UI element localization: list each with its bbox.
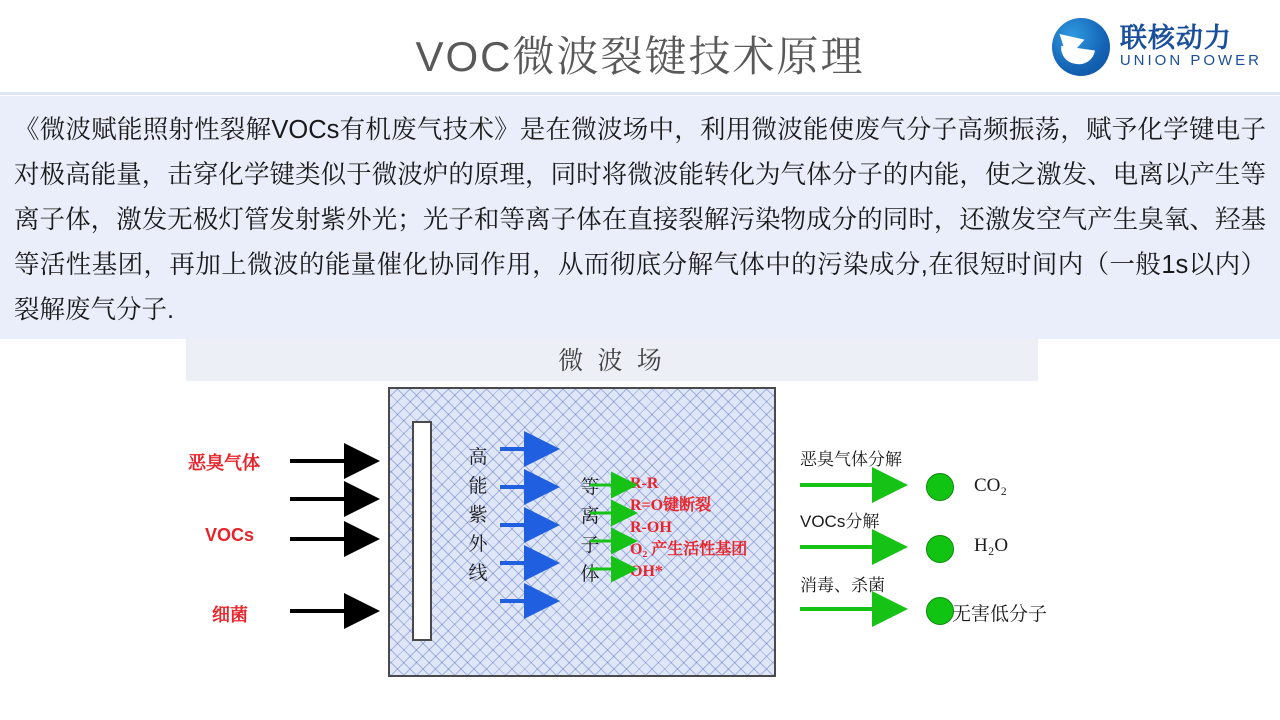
company-logo (1052, 16, 1262, 78)
outlet-label-disinfection: 消毒、杀菌 (800, 576, 885, 595)
outlet-label-vocs-decomposed: VOCs分解 (800, 512, 880, 531)
logo-name-cn: 联核动力 (1119, 22, 1232, 53)
formula-item: O₂ 产生活性基团 (630, 541, 748, 558)
arrow-layer (0, 339, 1280, 720)
union-power-logo-icon (1052, 18, 1110, 76)
formula-item: R=O键断裂 (630, 497, 712, 514)
title-divider (0, 92, 1280, 95)
formula-item: R-R (630, 475, 659, 492)
description-text: 《微波赋能照射性裂解VOCs有机废气技术》是在微波场中，利用微波能使废气分子高频振荡，赋予化学键电子对极高能量，击穿化学键类似于微波炉的原理，同时将微波能转化为气体分子的内能，使之激发、电离以产生等离子体，激发无极灯管发射紫外光；光子和等离子体在直接裂解污染物成分的同时，还激发空气产生臭氧、羟基等活性基团，再加上微波的能量催化协同作用，从而彻底分解气体中的污染成分,在很短时间内（一般1s以内）裂解废气分子. (14, 116, 1266, 324)
inlet-label-vocs: VOCs (205, 525, 255, 545)
logo-text (1120, 24, 1262, 70)
description-panel (0, 96, 1280, 339)
formula-item: OH* (630, 563, 663, 580)
inlet-label-bacteria: 细菌 (212, 605, 248, 625)
product-label-co2: CO₂ (974, 475, 1008, 496)
page-title: VOC微波裂键技术原理 (415, 33, 865, 80)
logo-name-en: UNION POWER (1119, 52, 1262, 70)
page-header (0, 0, 1280, 96)
formula-item: R-OH (630, 519, 672, 536)
product-label-h2o: H₂O (974, 535, 1009, 556)
inlet-label-odor-gas: 恶臭气体 (188, 453, 260, 473)
column-plasma-label: 等 离 子 体 (580, 477, 600, 585)
process-diagram (0, 339, 1280, 720)
outlet-label-odor-decomposed: 恶臭气体分解 (800, 450, 902, 469)
column-uv-label: 高 能 紫 外 线 (468, 447, 488, 584)
product-label-harmless: 无害低分子 (952, 604, 1048, 625)
microwave-field-label: 微 波 场 (558, 348, 666, 375)
